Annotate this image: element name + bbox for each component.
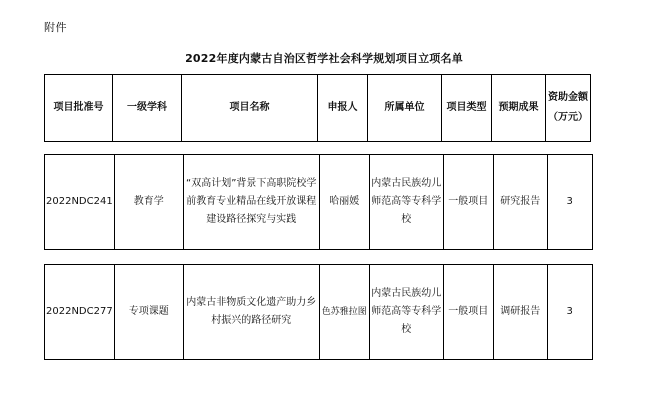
document-title: 2022年度内蒙古自治区哲学社会科学规划项目立项名单 bbox=[185, 52, 463, 65]
column-header-expected-result: 预期成果 bbox=[492, 75, 546, 142]
table-row bbox=[45, 265, 593, 360]
cell-project-type: 一般项目 bbox=[443, 155, 493, 250]
cell-expected-result: 研究报告 bbox=[493, 155, 547, 250]
cell-approval-no: 2022NDC241 bbox=[45, 155, 115, 250]
cell-discipline: 专项课题 bbox=[114, 265, 183, 360]
cell-institution: 内蒙古民族幼儿师范高等专科学校 bbox=[369, 155, 443, 250]
column-header-project-name: 项目名称 bbox=[182, 75, 318, 142]
column-header-approval-no: 项目批准号 bbox=[45, 75, 113, 142]
table-row-2 bbox=[44, 264, 593, 360]
cell-approval-no: 2022NDC277 bbox=[45, 265, 115, 360]
column-header-institution: 所属单位 bbox=[368, 75, 442, 142]
cell-applicant: 色苏雅拉图 bbox=[319, 265, 369, 360]
cell-expected-result: 调研报告 bbox=[493, 265, 547, 360]
column-header-funding: 资助金额 （万元） bbox=[546, 75, 591, 142]
header-row bbox=[45, 75, 591, 142]
cell-project-name: “双高计划”背景下高职院校学前教育专业精品在线开放课程建设路径探究与实践 bbox=[183, 155, 319, 250]
cell-institution: 内蒙古民族幼儿师范高等专科学校 bbox=[369, 265, 443, 360]
cell-applicant: 哈丽媛 bbox=[319, 155, 369, 250]
cell-discipline: 教育学 bbox=[114, 155, 183, 250]
cell-project-type: 一般项目 bbox=[443, 265, 493, 360]
table-header bbox=[44, 74, 591, 142]
cell-project-name: 内蒙古非物质文化遗产助力乡村振兴的路径研究 bbox=[183, 265, 319, 360]
table-row bbox=[45, 155, 593, 250]
column-header-applicant: 申报人 bbox=[318, 75, 368, 142]
column-header-project-type: 项目类型 bbox=[442, 75, 492, 142]
cell-funding: 3 bbox=[547, 155, 592, 250]
table-row-1 bbox=[44, 154, 593, 250]
cell-funding: 3 bbox=[547, 265, 592, 360]
attachment-label: 附件 bbox=[44, 21, 67, 34]
column-header-discipline: 一级学科 bbox=[113, 75, 182, 142]
